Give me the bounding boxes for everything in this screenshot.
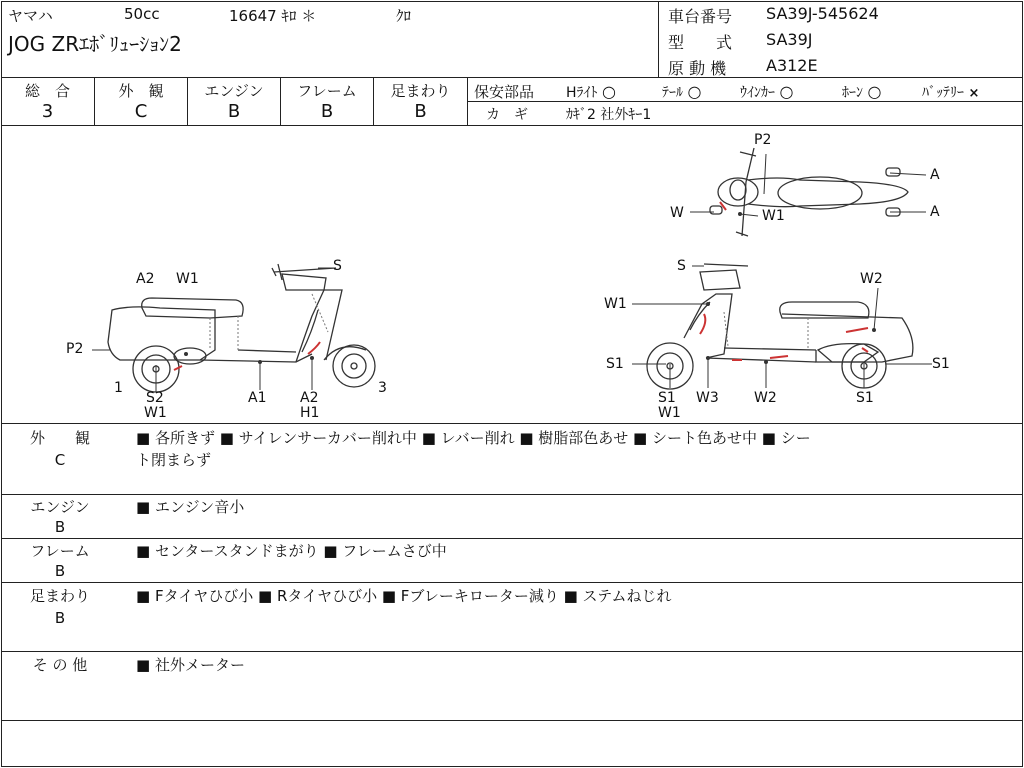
left-label-s2: S2: [146, 390, 164, 406]
right-label-w3: W3: [696, 390, 719, 406]
section-suspension-grade: B: [54, 609, 66, 627]
right-label-s1-rear: S1: [856, 390, 874, 406]
scooter-right-diagram: [632, 258, 952, 408]
safety-horn-name: ﾎｰﾝ: [842, 85, 863, 101]
rule-header: [1, 77, 1022, 78]
engine-label: 原 動 機: [668, 59, 727, 78]
rule-sec3: [1, 582, 1022, 583]
grade-label-suspension: 足まわり: [390, 82, 451, 100]
section-frame-text: ■ センタースタンドまがり ■ フレームさび中: [136, 542, 447, 560]
top-label-a-upper: A: [930, 167, 940, 183]
right-label-s: S: [677, 258, 686, 274]
left-label-3: 3: [378, 380, 387, 396]
section-suspension-text: ■ Fタイヤひび小 ■ Rタイヤひび小 ■ Fブレーキローター減り ■ ステムねじれ: [136, 587, 672, 605]
section-frame-label: フレーム: [30, 542, 90, 560]
safety-battery: [922, 82, 979, 102]
engine-code: A312E: [766, 56, 818, 75]
key-text: ｶｷﾞ2 社外ｷｰ1: [566, 107, 652, 123]
section-other-label: そ の 他: [32, 656, 88, 674]
model-type: SA39J: [766, 30, 813, 49]
left-label-a2-bottom: A2: [300, 390, 319, 406]
scooter-top-diagram: [690, 140, 930, 240]
left-label-s: S: [333, 258, 342, 274]
section-frame-grade: B: [54, 562, 66, 580]
safety-winker-mark: ○: [779, 82, 794, 101]
left-label-h1: H1: [300, 405, 320, 421]
left-label-a2-top: A2: [136, 271, 155, 287]
safety-horn-mark: ○: [867, 82, 882, 101]
right-label-w2-bottom: W2: [754, 390, 777, 406]
safety-headlight: [566, 82, 616, 102]
frame-no: SA39J-545624: [766, 4, 879, 23]
safety-winker: [740, 82, 793, 102]
safety-label: 保安部品: [474, 83, 535, 101]
grade-value-exterior: C: [134, 101, 148, 122]
section-engine-grade: B: [54, 518, 66, 536]
right-label-w1-bottom: W1: [658, 405, 681, 421]
section-suspension-label: 足まわり: [29, 587, 90, 605]
maker: ヤマハ: [8, 7, 53, 25]
grade-label-exterior: 外 観: [118, 82, 164, 100]
section-exterior-text-cont: ト閉まらず: [136, 451, 212, 469]
left-label-w1-bottom: W1: [144, 405, 167, 421]
rule-grade-bottom: [1, 125, 1022, 126]
right-label-s1-right: S1: [932, 356, 950, 372]
right-label-s1-left: S1: [606, 356, 624, 372]
left-label-w1-top: W1: [176, 271, 199, 287]
grade-label-engine: エンジン: [204, 82, 264, 100]
left-label-p2: P2: [66, 341, 84, 357]
top-label-w: W: [670, 205, 684, 221]
section-exterior-text: ■ 各所きず ■ サイレンサーカバー削れ中 ■ レバー削れ ■ 樹脂部色あせ ■ シート色あせ中 ■ シー: [136, 429, 811, 447]
grade-label-overall: 総 合: [24, 82, 70, 100]
rule-sec2: [1, 538, 1022, 539]
grade-value-frame: B: [320, 101, 334, 122]
rule-sec5: [1, 720, 1022, 721]
section-other-text: ■ 社外メーター: [136, 656, 245, 674]
safety-winker-name: ｳｲﾝｶｰ: [740, 85, 775, 101]
section-exterior-label: 外 観: [29, 429, 90, 447]
safety-battery-name: ﾊﾞｯﾃﾘｰ: [922, 85, 964, 101]
rule-v-g5: [467, 78, 468, 125]
rule-diagram-bottom: [1, 423, 1022, 424]
top-label-p2: P2: [754, 132, 772, 148]
grade-value-suspension: B: [414, 101, 427, 122]
right-label-w1-left: W1: [604, 296, 627, 312]
displacement: 50cc: [124, 5, 160, 23]
right-label-s1-bottom: S1: [658, 390, 676, 406]
color: ｸﾛ: [396, 7, 412, 25]
model-type-label: 型 式: [668, 33, 733, 52]
grade-value-engine: B: [227, 101, 241, 122]
section-engine-text: ■ エンジン音小: [136, 498, 245, 516]
safety-taillight-name: ﾃｰﾙ: [662, 85, 683, 101]
rule-sec4: [1, 651, 1022, 652]
left-label-a1: A1: [248, 390, 267, 406]
safety-taillight: [662, 82, 701, 102]
section-exterior-grade: C: [54, 451, 66, 469]
safety-headlight-name: Hﾗｲﾄ: [566, 85, 598, 101]
top-label-w1: W1: [762, 208, 785, 224]
rule-v-header: [658, 1, 659, 77]
key-label: カ ギ: [486, 107, 528, 123]
safety-horn: [842, 82, 881, 102]
mileage: 16647 ｷﾛ ＊: [229, 7, 317, 25]
safety-taillight-mark: ○: [687, 82, 702, 101]
grade-value-overall: 3: [41, 101, 54, 122]
rule-sec1: [1, 494, 1022, 495]
section-engine-label: エンジン: [30, 498, 90, 516]
top-label-a-lower: A: [930, 204, 940, 220]
scooter-left-diagram: [50, 250, 410, 422]
left-label-1: 1: [114, 380, 123, 396]
model-name: JOG ZRｴﾎﾞﾘｭｰｼｮﾝ2: [8, 32, 182, 56]
safety-battery-mark: ×: [968, 86, 980, 101]
grade-label-frame: フレーム: [297, 82, 357, 100]
safety-headlight-mark: ○: [601, 82, 616, 101]
right-label-w2-top: W2: [860, 271, 883, 287]
frame-no-label: 車台番号: [668, 7, 733, 26]
